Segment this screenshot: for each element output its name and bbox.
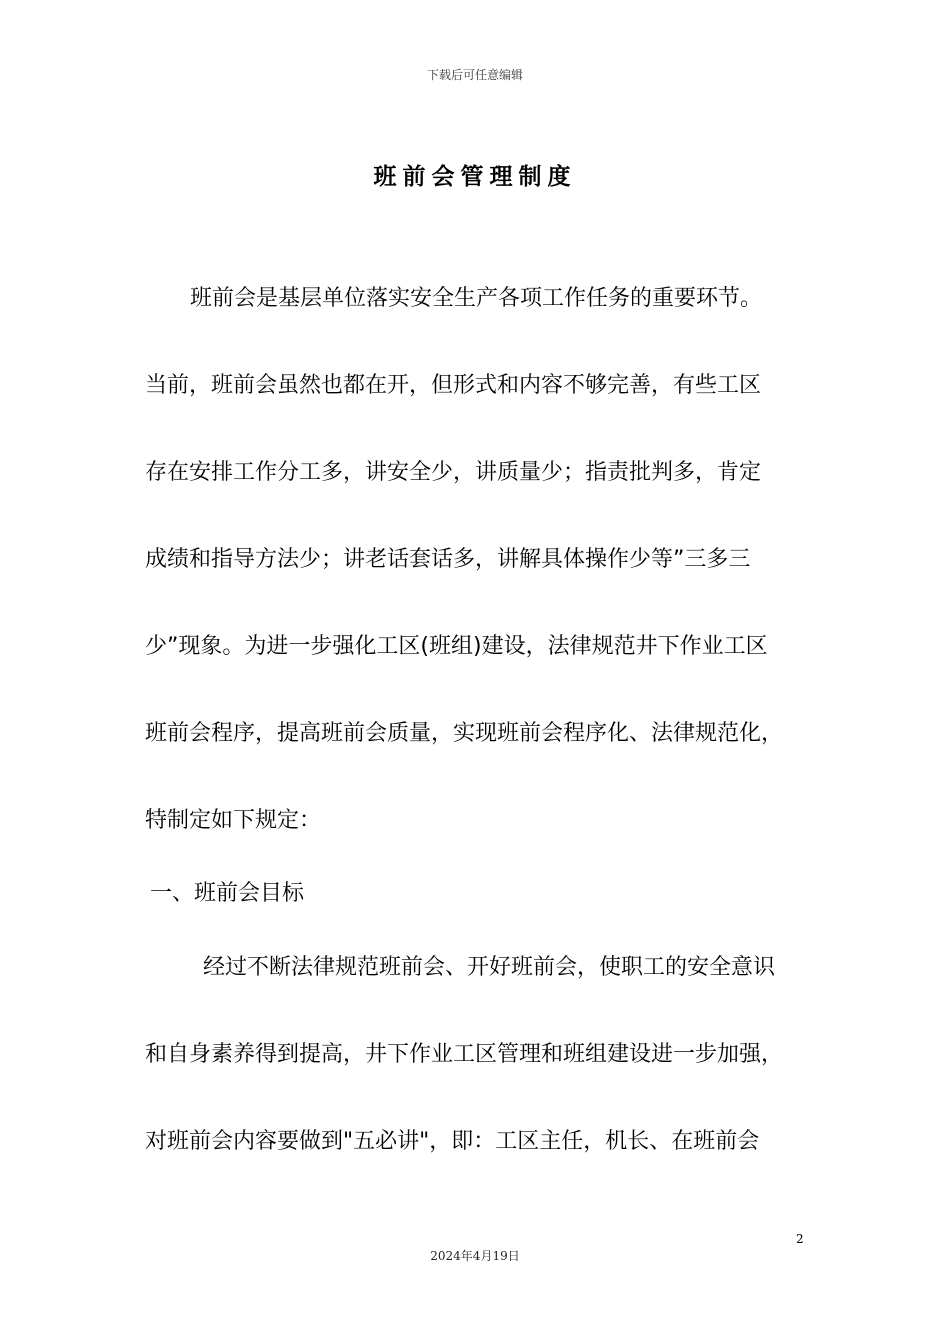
paragraph-line: 存在安排工作分工多，讲安全少，讲质量少；指责批判多，肯定 — [145, 460, 762, 485]
page-header: 下载后可任意编辑 — [426, 68, 523, 82]
paragraph-line: 特制定如下规定： — [145, 808, 322, 833]
paragraph-line: 成绩和指导方法少；讲老话套话多，讲解具体操作少等”三多三 — [145, 547, 751, 572]
footer-date: 2024年4月19日 — [430, 1249, 520, 1263]
paragraph-line: 对班前会内容要做到"五必讲"，即：工区主任，机长、在班前会 — [145, 1129, 760, 1154]
paragraph-line: 经过不断法律规范班前会、开好班前会，使职工的安全意识 — [203, 955, 776, 980]
paragraph-line: 少”现象。为进一步强化工区(班组)建设，法律规范井下作业工区 — [145, 634, 768, 659]
section-heading: 一、班前会目标 — [150, 881, 305, 906]
page-number: 2 — [796, 1232, 804, 1246]
paragraph-line: 当前，班前会虽然也都在开，但形式和内容不够完善，有些工区 — [145, 373, 762, 398]
paragraph-line: 班前会程序，提高班前会质量，实现班前会程序化、法律规范化， — [145, 721, 784, 746]
document-title: 班前会管理制度 — [373, 164, 577, 190]
paragraph-line: 班前会是基层单位落实安全生产各项工作任务的重要环节。 — [190, 286, 763, 311]
paragraph-line: 和自身素养得到提高，井下作业工区管理和班组建设进一步加强， — [145, 1042, 784, 1067]
